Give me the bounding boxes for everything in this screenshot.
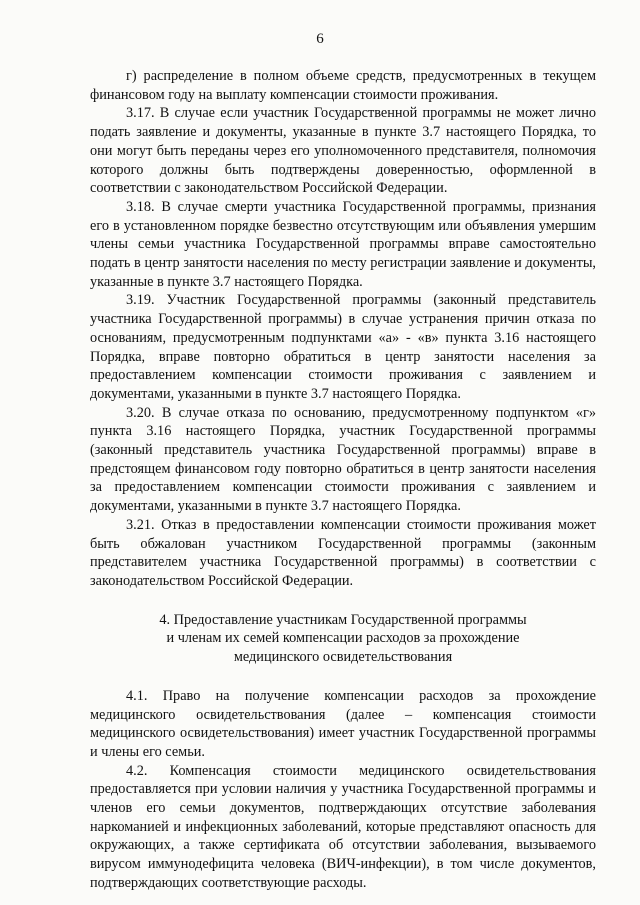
section-heading (90, 611, 596, 667)
paragraph-3-17: 3.17. В случае если участник Государственной программы не может лично подать заявление и документы, указанные в пункте 3.7 настоящего Порядка, то они могут быть переданы через его уполномоченного представителя, полномочия которого должны быть подтверждены доверенностью, оформленной в соответствии с законодательством Российской Федерации. (90, 105, 596, 197)
paragraph-3-18: 3.18. В случае смерти участника Государственной программы, признания его в установленном порядке безвестно отсутствующим или объявления умершим члены семьи участника Государственной программы вправе самостоятельно подать в центр занятости населения по месту регистрации заявление и документы, указанные в пункте 3.7 настоящего Порядка. (90, 198, 596, 290)
paragraph-3-16-g: г) распределение в полном объеме средств, предусмотренных в текущем финансовом году на выплату компенсации стоимости проживания. (90, 68, 596, 103)
paragraph-4-2: 4.2. Компенсация стоимости медицинского освидетельствования предоставляется при условии наличия у участника Государственной программы и членов его семьи документов, подтверждающих отсутствие заболевания наркоманией и инфекционных заболеваний, которые представляют опасность для окружающих, а также сертификата об отсутствии заболевания, вызываемого вирусом иммунодефицита человека (ВИЧ-инфекции), в том числе документов, подтверждающих соответствующие расходы. (90, 762, 596, 891)
paragraph-3-20: 3.20. В случае отказа по основанию, предусмотренному подпунктом «г» пункта 3.16 настоящего Порядка, участник Государственной программы (законный представитель участника Государственной программы) вправе в предстоящем финансовом году повторно обратиться в центр занятости населения за предоставлением компенсации стоимости проживания с заявлением и документами, указанными в пункте 3.7 настоящего Порядка. (90, 404, 596, 515)
document-body (90, 67, 596, 893)
paragraph-4-1: 4.1. Право на получение компенсации расходов за прохождение медицинского освидетельствования (далее – компенсация стоимости медицинского освидетельствования) имеет участник Государственной программы и члены его семьи. (90, 687, 596, 760)
section-heading-line: медицинского освидетельствования (233, 649, 453, 666)
section-heading-line: и членам их семей компенсации расходов за прохождение (166, 630, 520, 647)
page-number: 6 (316, 31, 324, 47)
paragraph-3-19: 3.19. Участник Государственной программы (законный представитель участника Государственной программы) в случае устранения причин отказа по основаниям, предусмотренным подпунктами «а» - «в» пункта 3.16 настоящего Порядка, вправе повторно обратиться в центр занятости населения за предоставлением компенсации стоимости проживания с заявлением и документами, указанными в пункте 3.7 настоящего Порядка. (90, 292, 596, 402)
paragraph-3-21: 3.21. Отказ в предоставлении компенсации стоимости проживания может быть обжалован участником Государственной программы (законным представителем участника Государственной программы) в соответствии с законодательством Российской Федерации. (90, 516, 596, 589)
section-heading-line: 4. Предоставление участникам Государственной программы (159, 611, 527, 628)
